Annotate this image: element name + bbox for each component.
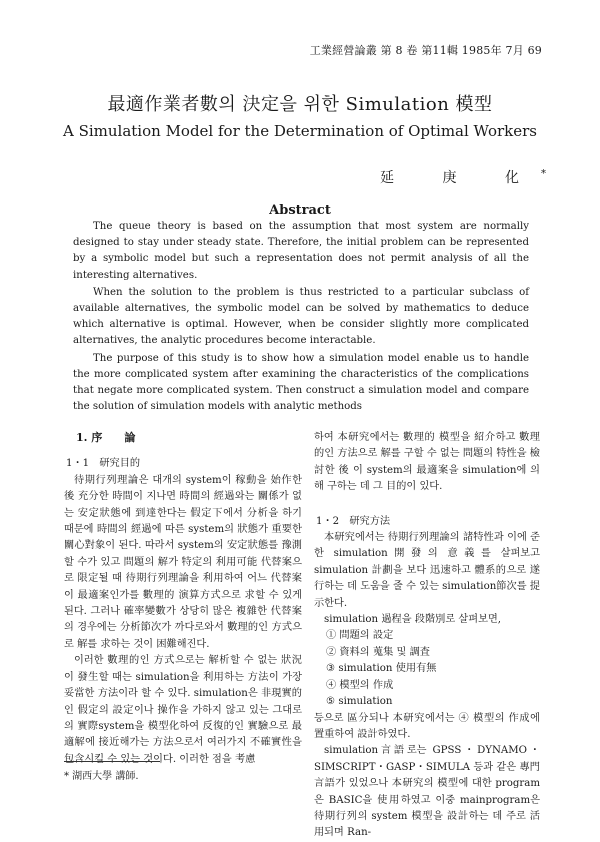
author-name: 延 庚 化 (380, 170, 541, 186)
author-mark: * (541, 168, 546, 180)
body-paragraph: 待期行列理論은 대개의 system이 稼動을 始作한 後 充分한 時間이 지나면 時間의 經過와는 關係가 없는 安定狀態에 到達한다는 假定下에서 分析을 하기 때문에 時間의 經過에 따른 system의 狀態가 重要한 關心對象이 된다. 따라서 system의 安定狀態를 豫測할 수가 있고 問題의 解가 特定의 利用可能 代替案으로 限定될 때 待期行列理論을 利用하여 어느 代替案이 最適案인가를 數理的 演算方式으로 求할 수 있게 된다. 그러나 確率變數가 상당히 많은 複雜한 代替案의 경우에는 分析節次가 까다로와서 數理的인 方式으로 解를 求하는 것이 困難해진다. (64, 474, 302, 650)
section-heading: 1. 序 論 (76, 431, 136, 444)
footnote: * 湖西大學 講師. (64, 771, 139, 782)
footnote-rule (64, 761, 160, 762)
body-paragraph: 등으로 區分되나 本研究에서는 ④ 模型의 作成에 置重하여 設計하였다. (314, 712, 540, 740)
abstract-body (73, 219, 529, 415)
abstract-heading: Abstract (269, 203, 331, 218)
title-korean: 最適作業者數의 決定을 위한 Simulation 模型 (107, 94, 493, 115)
list-item: ② 資料의 蒐集 및 調査 (326, 646, 430, 658)
running-head: 工業經營論叢 第 8 卷 第11輯 1985年 7月 69 (309, 44, 542, 57)
list-item: ③ simulation 使用有無 (326, 663, 437, 675)
right-column (314, 430, 540, 842)
abstract-paragraph: The queue theory is based on the assumption that most system are normally designed to stay under steady state. Therefore, the initial problem can be represented by a symbolic model but such a representation does not permit analysis of all the interesting alternatives. (73, 221, 529, 281)
author-line (380, 167, 546, 187)
body-paragraph: 이러한 數理的인 方式으로는 解析할 수 없는 狀況이 發生할 때는 simulation을 利用하는 方法이 가장 妥當한 方法이라 할 수 있다. simulation은 非現實的인 假定의 設定이나 操作을 가하지 않고 있는 그대로의 實際system을 模型化하여 反復的인 實驗으로 最適解에 接近해가는 方法으로서 여러가지 不確實性을 包含시킬 수 있는 것이다. 이러한 점을 考慮 (64, 655, 302, 765)
list-item: ④ 模型의 作成 (326, 679, 394, 691)
body-paragraph: simulation 過程을 段階別로 살펴보면, (324, 614, 502, 626)
subsection-heading: 1・2 研究方法 (316, 515, 391, 527)
left-column (64, 430, 302, 768)
abstract-paragraph: When the solution to the problem is thus restricted to a particular subclass of available alternatives, the symbolic model can be solved by mathematics to deduce which alternative is optimal. However, when be consider slightly more complicated alternatives, the analytic procedures become interactable. (73, 286, 529, 347)
body-paragraph: simulation言語로는 GPSS・DYNAMO・SIMSCRIPT・GASP・SIMULA 등과 같은 專門言語가 있었으나 本研究의 模型에 대한 program 은 BASIC을 使用하였고 이중 mainprogram은 待期行列의 system 模型을 設計하는 데 주로 活用되며 Ran- (314, 745, 540, 839)
body-paragraph: 하여 本研究에서는 數理的 模型을 紹介하고 數理的인 方法으로 解를 구할 수 없는 問題의 特性을 檢討한 後 이 system의 最適案을 simulation에 의해 구하는 데 그 目的이 있다. (314, 432, 540, 493)
subsection-heading: 1・1 研究目的 (66, 458, 141, 470)
body-paragraph: 本研究에서는 待期行列理論의 諸特性과 이에 준한 simulation開發의 意義를 살펴보고 simulation 計劃을 보다 迅速하고 體系的으로 遂行하는 데 도움을 줄 수 있는 simulation節次를 提示한다. (314, 532, 540, 609)
abstract-paragraph: The purpose of this study is to show how a simulation model enable us to handle the more complicated system after examining the characteristics of the complications that negate more complicated system. Then construct a simulation model and compare the solution of simulation models with analytic methods (73, 352, 529, 413)
list-item: ⑤ simulation (326, 696, 393, 708)
list-item: ① 問題의 設定 (326, 630, 394, 642)
title-english: A Simulation Model for the Determination of Optimal Workers (62, 122, 537, 140)
